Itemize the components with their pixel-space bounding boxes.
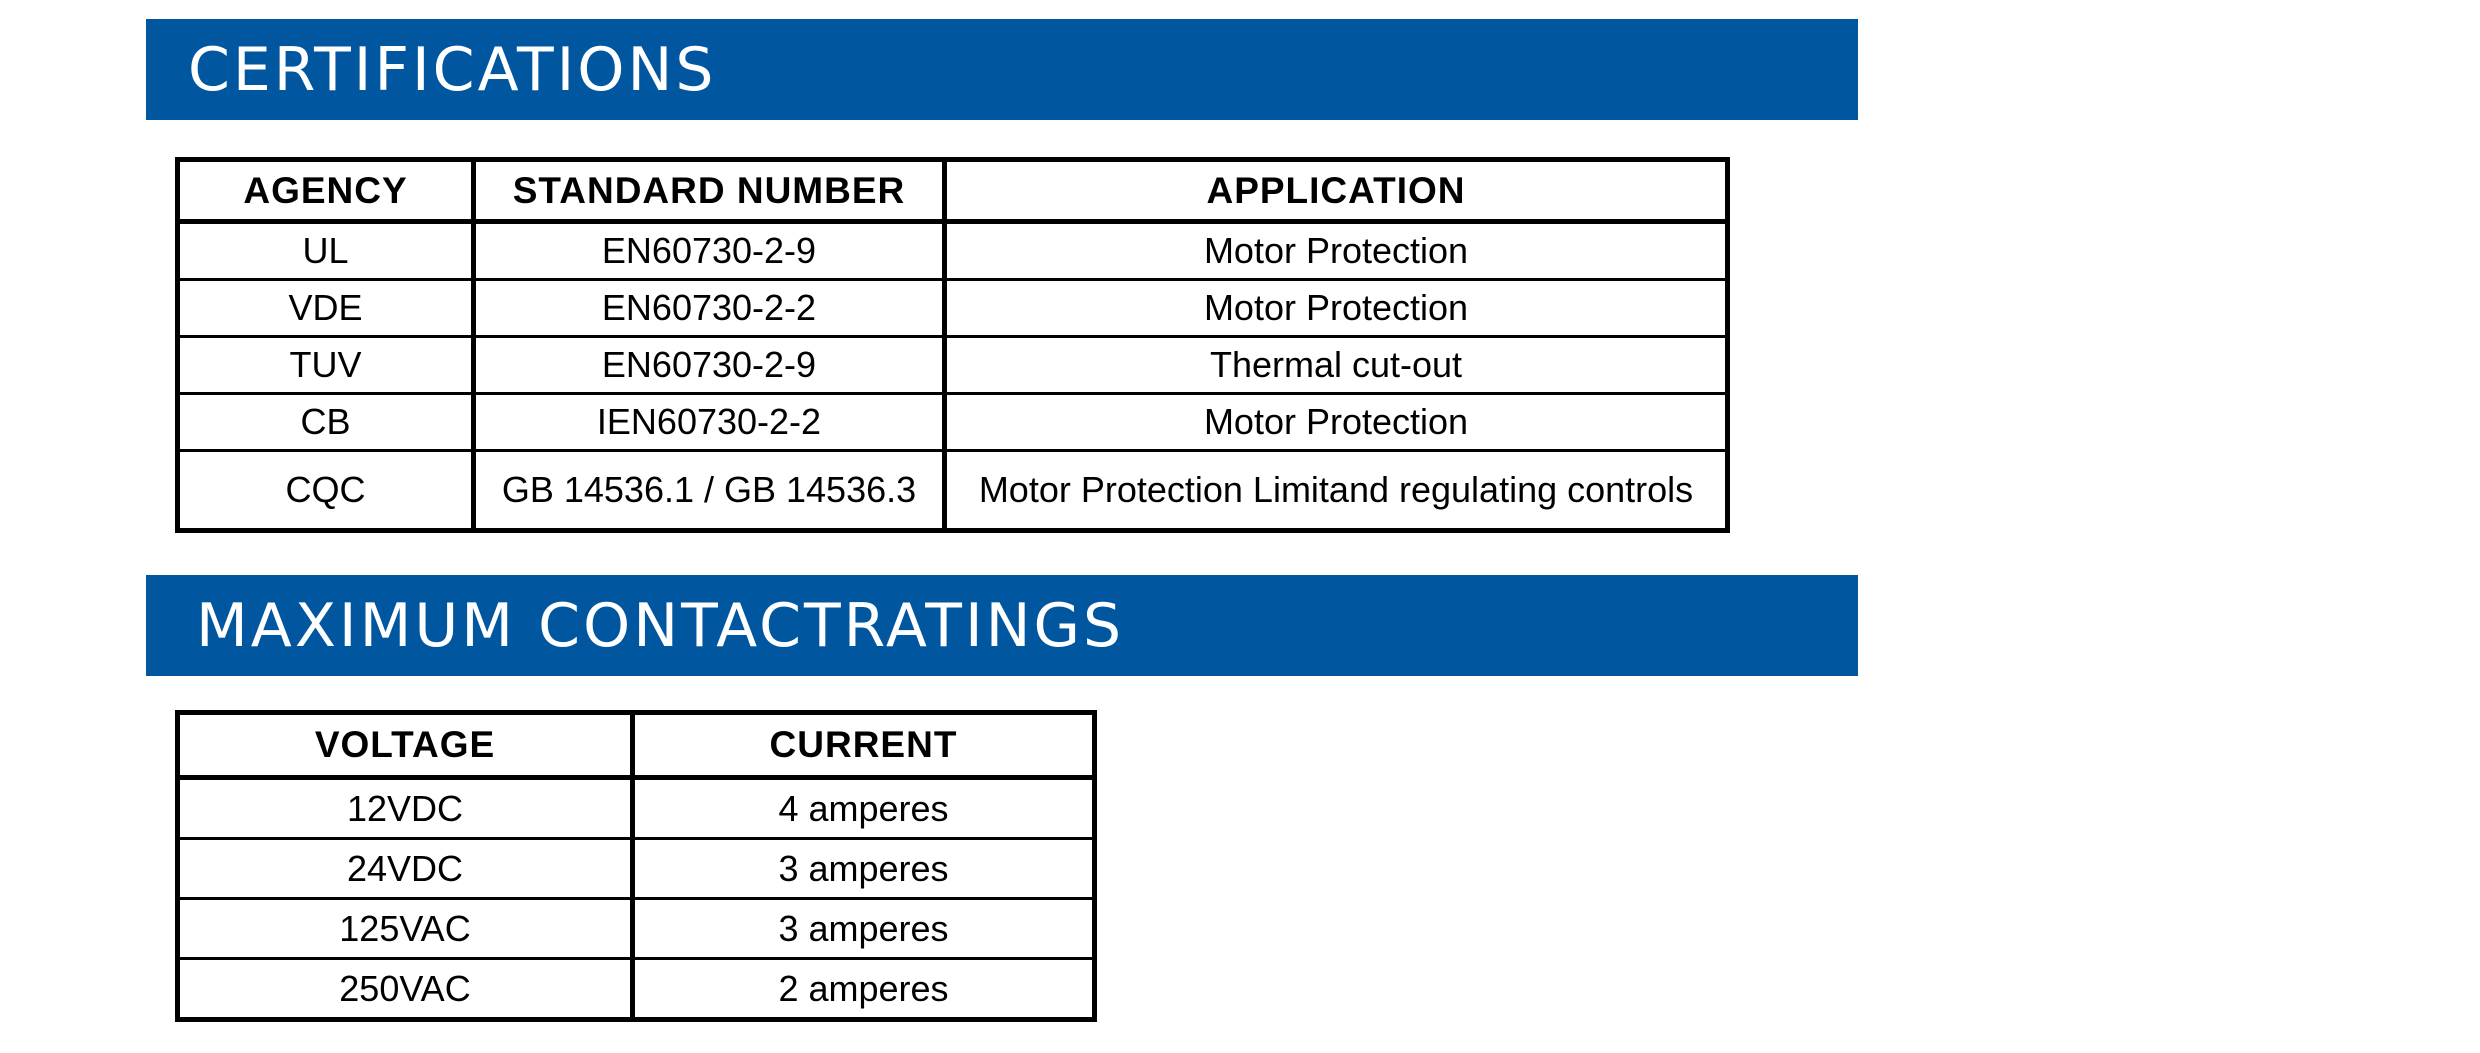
- current-cell: 2 amperes: [633, 959, 1095, 1020]
- application-cell: Motor Protection: [945, 222, 1728, 280]
- standard-number-cell: GB 14536.1 / GB 14536.3: [474, 451, 945, 531]
- table-row: [178, 778, 1095, 839]
- column-header-current: CURRENT: [633, 713, 1095, 778]
- table-header-row: [178, 713, 1095, 778]
- column-header-standard-number: STANDARD NUMBER: [474, 160, 945, 222]
- application-cell: Motor Protection: [945, 280, 1728, 337]
- agency-cell: VDE: [178, 280, 474, 337]
- table-row: [178, 394, 1728, 451]
- max-ratings-header-bar: [146, 575, 1858, 676]
- agency-cell: CB: [178, 394, 474, 451]
- certifications-table: [175, 157, 1730, 533]
- max-ratings-title: MAXIMUM CONTACTRATINGS: [196, 590, 1125, 661]
- standard-number-cell: EN60730-2-9: [474, 337, 945, 394]
- table-row: [178, 222, 1728, 280]
- table-row: [178, 899, 1095, 959]
- voltage-cell: 12VDC: [178, 778, 633, 839]
- agency-cell: TUV: [178, 337, 474, 394]
- standard-number-cell: IEN60730-2-2: [474, 394, 945, 451]
- table-row: [178, 839, 1095, 899]
- voltage-cell: 24VDC: [178, 839, 633, 899]
- agency-cell: CQC: [178, 451, 474, 531]
- table-row: [178, 451, 1728, 531]
- table-row: [178, 959, 1095, 1020]
- standard-number-cell: EN60730-2-9: [474, 222, 945, 280]
- standard-number-cell: EN60730-2-2: [474, 280, 945, 337]
- column-header-application: APPLICATION: [945, 160, 1728, 222]
- current-cell: 4 amperes: [633, 778, 1095, 839]
- table-row: [178, 280, 1728, 337]
- certifications-title: CERTIFICATIONS: [188, 34, 717, 105]
- table-row: [178, 337, 1728, 394]
- column-header-voltage: VOLTAGE: [178, 713, 633, 778]
- application-cell: Motor Protection: [945, 394, 1728, 451]
- voltage-cell: 250VAC: [178, 959, 633, 1020]
- voltage-cell: 125VAC: [178, 899, 633, 959]
- table-header-row: [178, 160, 1728, 222]
- certifications-header-bar: [146, 19, 1858, 120]
- column-header-agency: AGENCY: [178, 160, 474, 222]
- current-cell: 3 amperes: [633, 839, 1095, 899]
- application-cell: Thermal cut-out: [945, 337, 1728, 394]
- agency-cell: UL: [178, 222, 474, 280]
- max-contact-ratings-table: [175, 710, 1097, 1022]
- current-cell: 3 amperes: [633, 899, 1095, 959]
- application-cell: Motor Protection Limitand regulating controls: [945, 451, 1728, 531]
